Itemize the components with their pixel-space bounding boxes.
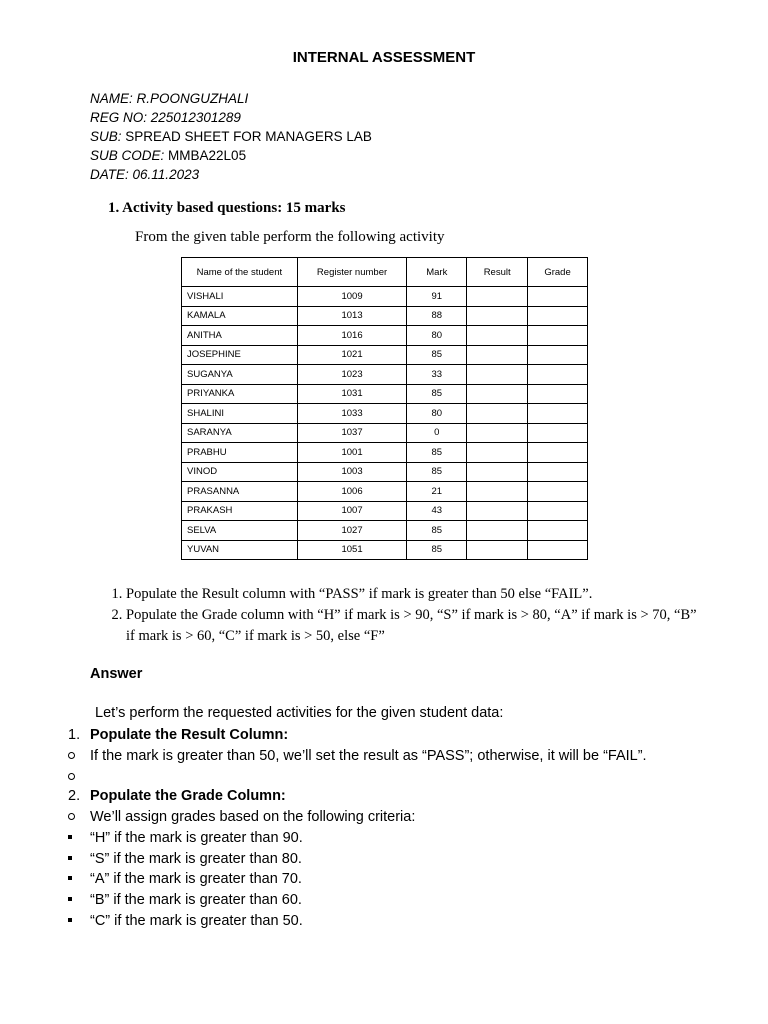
student-name-cell: PRIYANKA	[182, 384, 298, 404]
grade-cell	[528, 306, 588, 326]
result-cell	[467, 365, 528, 385]
date-row	[90, 165, 372, 184]
grade-cell	[528, 501, 588, 521]
subject-code-label: SUB CODE:	[90, 148, 165, 163]
step-number: 1.	[68, 727, 81, 743]
mark-cell: 85	[407, 462, 467, 482]
grade-cell	[528, 404, 588, 424]
register-number-cell: 1031	[297, 384, 407, 404]
student-name-cell: SHALINI	[182, 404, 298, 424]
criteria-text: “A” if the mark is greater than 70.	[90, 871, 302, 887]
grade-cell	[528, 521, 588, 541]
subject-value: SPREAD SHEET FOR MANAGERS LAB	[125, 129, 372, 144]
grade-cell	[528, 365, 588, 385]
table-body	[182, 287, 588, 560]
result-cell	[467, 404, 528, 424]
result-cell	[467, 443, 528, 463]
header-name: Name of the student	[182, 258, 298, 287]
square-bullet-icon	[68, 897, 72, 901]
result-cell	[467, 540, 528, 560]
register-number-cell: 1016	[297, 326, 407, 346]
reg-row	[90, 108, 372, 127]
table-row	[182, 443, 588, 463]
register-number-cell: 1027	[297, 521, 407, 541]
register-number-cell: 1023	[297, 365, 407, 385]
grade-cell	[528, 384, 588, 404]
date-label: DATE:	[90, 167, 129, 182]
table-row	[182, 423, 588, 443]
result-cell	[467, 501, 528, 521]
student-name-cell: SUGANYA	[182, 365, 298, 385]
table-row	[182, 482, 588, 502]
result-cell	[467, 462, 528, 482]
student-name-cell: PRASANNA	[182, 482, 298, 502]
step-number: 2.	[68, 788, 81, 804]
grade-cell	[528, 287, 588, 307]
subject-row	[90, 127, 372, 146]
grade-cell	[528, 462, 588, 482]
subject-code-row	[90, 146, 372, 165]
student-name-cell: SELVA	[182, 521, 298, 541]
reg-label: REG NO:	[90, 110, 148, 125]
register-number-cell: 1006	[297, 482, 407, 502]
register-number-cell: 1013	[297, 306, 407, 326]
header-grade: Grade	[528, 258, 588, 287]
result-cell	[467, 345, 528, 365]
square-bullet-icon	[68, 835, 72, 839]
student-name-cell: KAMALA	[182, 306, 298, 326]
circle-bullet-icon	[68, 813, 75, 820]
grade-step-heading: Populate the Grade Column:	[90, 788, 286, 804]
student-name-cell: YUVAN	[182, 540, 298, 560]
header-result: Result	[467, 258, 528, 287]
grade-cell	[528, 345, 588, 365]
name-row	[90, 89, 372, 108]
mark-cell: 0	[407, 423, 467, 443]
table-row	[182, 521, 588, 541]
circle-bullet-icon	[68, 773, 75, 780]
table-row	[182, 306, 588, 326]
grade-step-desc: We’ll assign grades based on the following criteria:	[90, 809, 416, 825]
table-row	[182, 287, 588, 307]
register-number-cell: 1033	[297, 404, 407, 424]
student-name-cell: PRAKASH	[182, 501, 298, 521]
date-value: 06.11.2023	[132, 167, 200, 182]
grade-cell	[528, 540, 588, 560]
table-row	[182, 501, 588, 521]
mark-cell: 85	[407, 521, 467, 541]
mark-cell: 85	[407, 443, 467, 463]
grade-cell	[528, 326, 588, 346]
criteria-text: “C” if the mark is greater than 50.	[90, 913, 303, 929]
answer-heading: Answer	[90, 666, 143, 682]
mark-cell: 33	[407, 365, 467, 385]
register-number-cell: 1001	[297, 443, 407, 463]
result-cell	[467, 482, 528, 502]
grade-cell	[528, 482, 588, 502]
register-number-cell: 1003	[297, 462, 407, 482]
mark-cell: 85	[407, 540, 467, 560]
subject-label: SUB:	[90, 129, 122, 144]
name-value: R.POONGUZHALI	[136, 91, 249, 106]
criteria-text: “S” if the mark is greater than 80.	[90, 851, 302, 867]
mark-cell: 91	[407, 287, 467, 307]
mark-cell: 80	[407, 326, 467, 346]
subject-code-value: MMBA22L05	[168, 148, 247, 163]
student-name-cell: SARANYA	[182, 423, 298, 443]
square-bullet-icon	[68, 876, 72, 880]
document-title: INTERNAL ASSESSMENT	[292, 49, 476, 66]
square-bullet-icon	[68, 856, 72, 860]
mark-cell: 21	[407, 482, 467, 502]
square-bullet-icon	[68, 918, 72, 922]
mark-cell: 43	[407, 501, 467, 521]
table-row	[182, 326, 588, 346]
student-marks-table	[181, 257, 588, 560]
table-row	[182, 404, 588, 424]
register-number-cell: 1021	[297, 345, 407, 365]
task-item: 2. Populate the Grade column with “H” if mark is > 90, “S” if mark is > 80, “A” if mark is > 70, “B” if mark is > 60, “C” if mark is > 50, else “F”	[126, 605, 701, 647]
table-row	[182, 384, 588, 404]
table-row	[182, 365, 588, 385]
register-number-cell: 1009	[297, 287, 407, 307]
mark-cell: 80	[407, 404, 467, 424]
question-intro: From the given table perform the following activity	[135, 229, 445, 245]
student-name-cell: ANITHA	[182, 326, 298, 346]
result-cell	[467, 326, 528, 346]
mark-cell: 88	[407, 306, 467, 326]
table-row	[182, 345, 588, 365]
mark-cell: 85	[407, 384, 467, 404]
register-number-cell: 1051	[297, 540, 407, 560]
register-number-cell: 1037	[297, 423, 407, 443]
mark-cell: 85	[407, 345, 467, 365]
grade-cell	[528, 443, 588, 463]
student-name-cell: VISHALI	[182, 287, 298, 307]
register-number-cell: 1007	[297, 501, 407, 521]
header-register-number: Register number	[297, 258, 407, 287]
task-item: 1. Populate the Result column with “PASS” if mark is greater than 50 else “FAIL”.	[126, 584, 701, 605]
result-step-desc: If the mark is greater than 50, we’ll set the result as “PASS”; otherwise, it will be “FAIL”.	[90, 748, 647, 764]
result-cell	[467, 521, 528, 541]
criteria-text: “B” if the mark is greater than 60.	[90, 892, 302, 908]
header-mark: Mark	[407, 258, 467, 287]
table-header-row	[182, 258, 588, 287]
reg-value: 225012301289	[150, 110, 241, 125]
table-row	[182, 462, 588, 482]
result-cell	[467, 384, 528, 404]
table-row	[182, 540, 588, 560]
circle-bullet-icon	[68, 752, 75, 759]
student-name-cell: PRABHU	[182, 443, 298, 463]
student-name-cell: JOSEPHINE	[182, 345, 298, 365]
result-cell	[467, 306, 528, 326]
answer-intro: Let’s perform the requested activities for the given student data:	[95, 705, 504, 721]
student-name-cell: VINOD	[182, 462, 298, 482]
criteria-text: “H” if the mark is greater than 90.	[90, 830, 303, 846]
task-list	[102, 584, 701, 647]
result-cell	[467, 287, 528, 307]
result-step-heading: Populate the Result Column:	[90, 727, 289, 743]
question-heading: 1. Activity based questions: 15 marks	[108, 200, 346, 216]
result-cell	[467, 423, 528, 443]
student-info	[90, 89, 372, 184]
grade-cell	[528, 423, 588, 443]
name-label: NAME:	[90, 91, 133, 106]
